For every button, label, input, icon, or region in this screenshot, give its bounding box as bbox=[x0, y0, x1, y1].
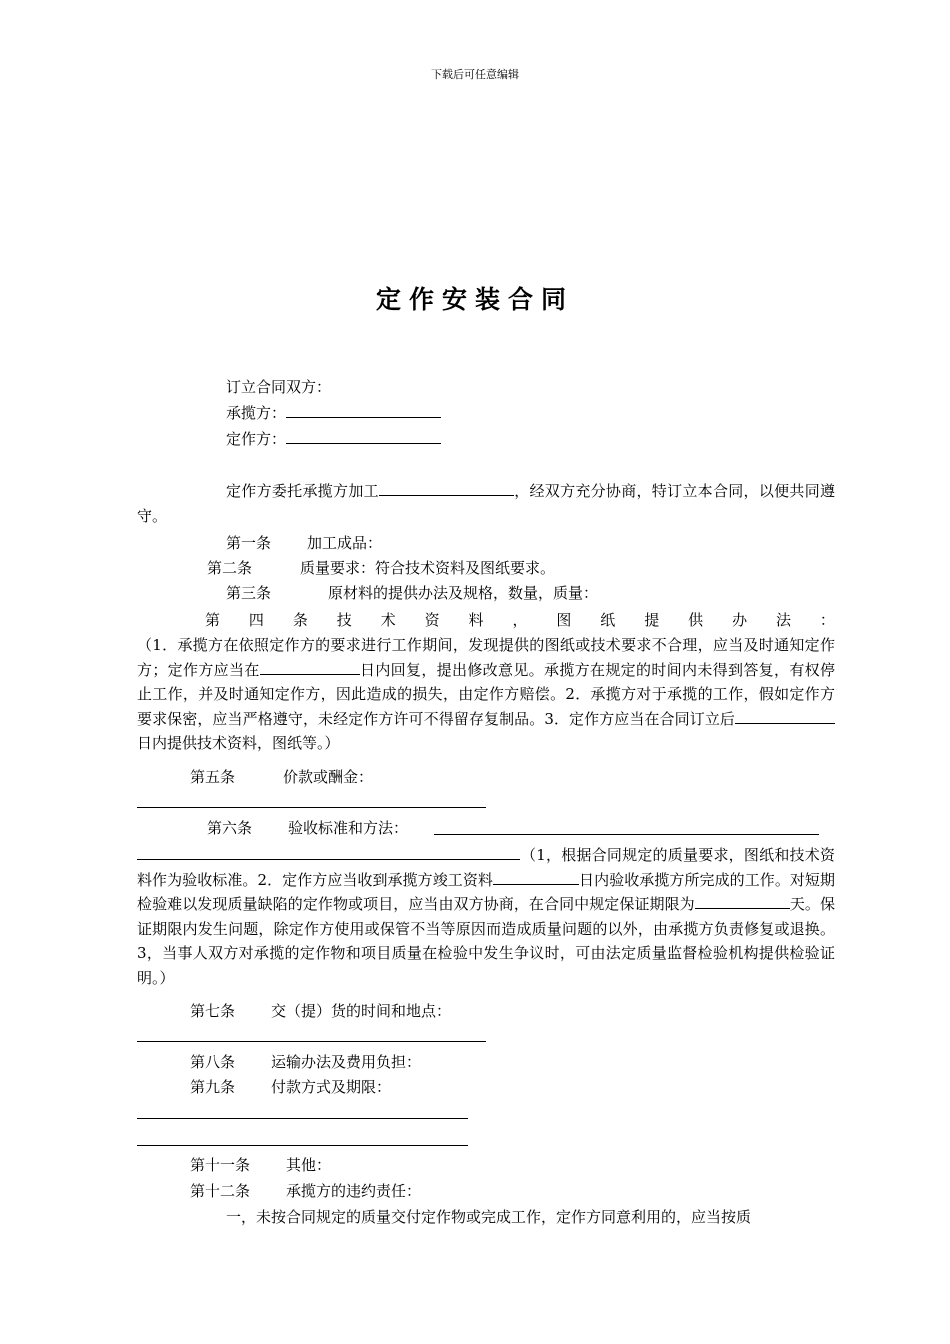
article-6-num: 第六条 bbox=[207, 819, 253, 837]
reply-days-blank[interactable] bbox=[260, 660, 360, 675]
article-4-text-3: 日内提供技术资料，图纸等。） bbox=[137, 734, 340, 752]
article-7-num: 第七条 bbox=[190, 1002, 236, 1020]
article-4-body bbox=[137, 633, 835, 756]
article-11-title: 其他： bbox=[286, 1156, 332, 1174]
article-4-text-2: 日内回复，提出修改意见。承揽方在规定的时间内未得到答复，有权停止工作，并及时通知定作方，因此造成的损失，由定作方赔偿。2．承揽方对于承揽的工作，假如定作方要求保密，应当严格遵守，未经定作方许可不得留存复制品。3．定作方应当在合同订立后 bbox=[137, 660, 835, 728]
article-6 bbox=[207, 819, 408, 837]
acceptance-days-blank[interactable] bbox=[493, 870, 579, 885]
article-11 bbox=[190, 1156, 331, 1174]
article-9-num: 第九条 bbox=[190, 1078, 236, 1096]
article-8-num: 第八条 bbox=[190, 1053, 236, 1071]
orderer-blank[interactable] bbox=[286, 429, 441, 444]
a4-char: 四 bbox=[248, 611, 264, 629]
liability-clause-1: 一，未按合同规定的质量交付定作物或完成工作，定作方同意利用的，应当按质 bbox=[226, 1208, 752, 1226]
article-6-text-2: 日内验收承揽方所完成的工作。对短期检验难以发现质量缺陷的定作物或项目，应当由双方协商，在合同中规定保证期限为 bbox=[137, 870, 835, 913]
a4-char: 供 bbox=[688, 611, 704, 629]
contractor-blank[interactable] bbox=[286, 403, 441, 418]
a4-char: 资 bbox=[424, 611, 440, 629]
article-1 bbox=[226, 534, 382, 552]
a4-char: ： bbox=[819, 611, 835, 629]
a4-char: 办 bbox=[732, 611, 748, 629]
article-2-num: 第二条 bbox=[207, 559, 253, 577]
orderer-label: 定作方： bbox=[226, 430, 287, 448]
article-9-title: 付款方式及期限： bbox=[271, 1078, 392, 1096]
article-5-title: 价款或酬金： bbox=[283, 768, 374, 786]
warranty-days-blank[interactable] bbox=[695, 894, 790, 909]
delivery-blank-line[interactable] bbox=[137, 1041, 486, 1042]
intro-paragraph bbox=[137, 479, 835, 528]
contractor-line bbox=[226, 403, 441, 422]
article-7 bbox=[190, 1002, 451, 1020]
article-5-num: 第五条 bbox=[190, 768, 236, 786]
a4-char: 图 bbox=[556, 611, 572, 629]
a4-char: 法 bbox=[775, 611, 791, 629]
article-3-num: 第三条 bbox=[226, 584, 272, 602]
article-3 bbox=[226, 584, 598, 602]
a4-char: 料 bbox=[468, 611, 484, 629]
article-12 bbox=[190, 1182, 421, 1200]
article-4-heading bbox=[205, 609, 835, 630]
article-9 bbox=[190, 1078, 391, 1096]
article-5 bbox=[190, 768, 373, 786]
a4-char: ， bbox=[512, 611, 528, 629]
a4-char: 技 bbox=[336, 611, 352, 629]
a4-char: 提 bbox=[644, 611, 660, 629]
article-1-title: 加工成品： bbox=[307, 534, 383, 552]
article-12-num: 第十二条 bbox=[190, 1182, 251, 1200]
article-6-text-3: 天。保证期限内发生问题，除定作方使用或保管不当等原因而造成质量问题的以外，由承揽方负责修复或退换。3，当事人双方对承揽的定作物和项目质量在检验中发生争议时，可由法定质量监督检验机构提供检验证明。） bbox=[137, 895, 835, 987]
intro-text-1: 定作方委托承揽方加工 bbox=[226, 482, 379, 500]
document-title: 定作安装合同 bbox=[375, 285, 574, 314]
contractor-label: 承揽方： bbox=[226, 404, 287, 422]
tech-docs-days-blank[interactable] bbox=[735, 709, 835, 724]
a4-char: 条 bbox=[292, 611, 308, 629]
article-6-title: 验收标准和方法： bbox=[288, 819, 409, 837]
article-6-body bbox=[137, 843, 835, 990]
article-2-title: 质量要求：符合技术资料及图纸要求。 bbox=[300, 559, 556, 577]
orderer-line bbox=[226, 429, 441, 448]
article-2 bbox=[207, 559, 555, 577]
article-8-title: 运输办法及费用负担： bbox=[271, 1053, 422, 1071]
header-note: 下载后可任意编辑 bbox=[431, 68, 519, 81]
acceptance-blank-line-1[interactable] bbox=[434, 834, 819, 835]
article-6-text-1: （1，根据合同规定的质量要求，图纸和技术资料作为验收标准。2．定作方应当收到承揽方竣工资料 bbox=[137, 846, 835, 889]
a4-char: 纸 bbox=[600, 611, 616, 629]
a4-char: 术 bbox=[380, 611, 396, 629]
payment-blank-line-1[interactable] bbox=[137, 1118, 468, 1119]
article-7-title: 交（提）货的时间和地点： bbox=[271, 1002, 452, 1020]
article-3-title: 原材料的提供办法及规格，数量，质量： bbox=[328, 584, 599, 602]
price-blank-line[interactable] bbox=[137, 807, 486, 808]
processing-item-blank[interactable] bbox=[379, 481, 514, 496]
article-4-text-1: （1．承揽方在依照定作方的要求进行工作期间，发现提供的图纸或技术要求不合理，应当及时通知定作方；定作方应当在 bbox=[137, 636, 835, 679]
article-1-num: 第一条 bbox=[226, 534, 272, 552]
a4-char: 第 bbox=[205, 611, 221, 629]
article-11-num: 第十一条 bbox=[190, 1156, 251, 1174]
payment-blank-line-2[interactable] bbox=[137, 1145, 468, 1146]
article-8 bbox=[190, 1053, 421, 1071]
intro-text-2: ，经双方充分协商，特订立本合同，以便共同遵守。 bbox=[137, 482, 835, 525]
parties-label: 订立合同双方： bbox=[226, 378, 332, 396]
article-12-title: 承揽方的违约责任： bbox=[286, 1182, 422, 1200]
